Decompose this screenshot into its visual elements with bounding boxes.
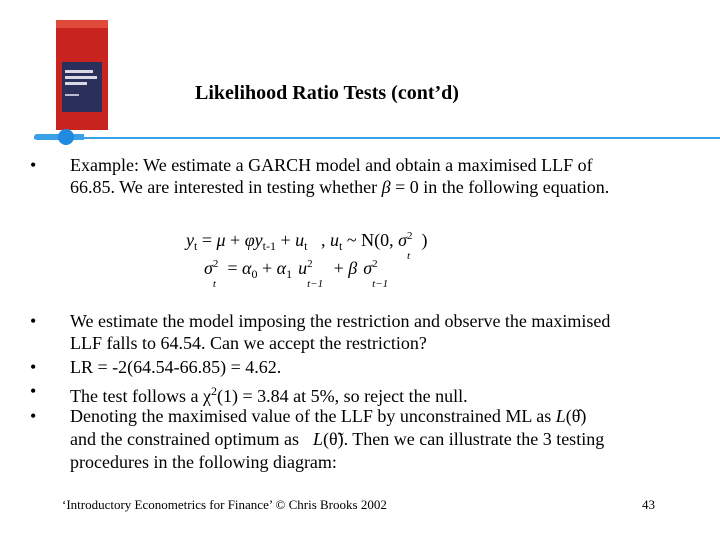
eq-superscript: 2 [212, 258, 219, 270]
bullet-marker: • [30, 357, 37, 377]
eq-subscript: t [339, 239, 343, 253]
eq-op: , [307, 230, 331, 250]
eq-symbol: σ [204, 258, 213, 278]
slide-title: Likelihood Ratio Tests (cont’d) [195, 82, 459, 104]
book-cover-text-line [65, 94, 79, 96]
book-cover-text-line [65, 76, 97, 79]
bullet-ml-line1 [70, 405, 680, 427]
eq-superscript: 2 [406, 230, 413, 242]
equation-variance [204, 258, 394, 290]
eq-symbol: y [186, 230, 194, 250]
eq-symbol: u [298, 258, 308, 278]
theta-tilde-symbol: (θ̃) [322, 429, 344, 449]
l-symbol: L [312, 429, 323, 449]
eq-subscript: t [304, 239, 308, 253]
eq-op: + [257, 258, 277, 278]
bullet-ml-line3: procedures in the following diagram: [70, 452, 337, 472]
eq-subscript: 1 [286, 267, 293, 281]
bullet-example [70, 154, 670, 198]
text-run: = 0 in the following equation. [390, 177, 610, 197]
chi-symbol: χ [202, 386, 211, 406]
eq-symbol: σ [363, 258, 373, 278]
eq-symbol: u [295, 230, 305, 250]
book-cover-image [56, 20, 108, 130]
bullet-marker: • [30, 406, 37, 426]
text-run: and the constrained optimum as [70, 429, 299, 449]
footer-citation: ‘Introductory Econometrics for Finance’ © Chris Brooks 2002 [62, 497, 387, 512]
eq-op: + [225, 230, 245, 250]
bullet-marker: • [30, 311, 37, 331]
bullet-example-line1: Example: We estimate a GARCH model and obtain a maximised LLF of [70, 155, 593, 175]
eq-subscript: t−1 [372, 278, 389, 290]
eq-superscript: 2 [372, 258, 378, 270]
eq-op: + [276, 230, 296, 250]
book-cover-text-line [65, 70, 93, 73]
eq-op: = [197, 230, 217, 250]
bullet-ml-line2 [70, 427, 680, 451]
eq-subscript: t [194, 239, 198, 253]
text-run: . Then we can illustrate the 3 testing [343, 429, 605, 449]
eq-symbol: α [242, 258, 252, 278]
bullet-marker: • [30, 155, 37, 175]
bullet-lr: LR = -2(64.54-66.85) = 4.62. [70, 357, 282, 377]
eq-subscript: t [212, 278, 216, 290]
book-cover-band [56, 20, 108, 28]
eq-subscript: t [406, 250, 411, 262]
text-run: Denoting the maximised value of the LLF by unconstrained ML as [70, 406, 556, 426]
eq-symbol: σ [398, 230, 407, 250]
eq-subscript: t-1 [262, 239, 277, 253]
eq-op: ) [416, 230, 428, 250]
bullet-ml [70, 405, 680, 473]
theta-hat-symbol: (θ̂) [565, 406, 587, 426]
bullet-restriction-line1: We estimate the model imposing the restriction and observe the maximised [70, 311, 611, 331]
eq-symbol: y [254, 230, 263, 250]
bullet-restriction [70, 310, 670, 354]
eq-subscript: 0 [251, 267, 258, 281]
title-divider-dot [58, 129, 74, 145]
eq-symbol: μ [216, 230, 226, 250]
title-divider [34, 137, 720, 139]
eq-symbol: β [348, 258, 358, 278]
eq-op: ~ N(0, [342, 230, 399, 250]
bullet-example-line2 [70, 176, 670, 198]
bullet-chi-square [70, 380, 468, 407]
eq-op: + [329, 258, 349, 278]
text-run: (1) = 3.84 at 5%, so reject the null. [216, 386, 468, 406]
eq-subscript: t−1 [307, 278, 324, 290]
bullet-restriction-line2: LLF falls to 64.54. Can we accept the restriction? [70, 333, 427, 353]
eq-symbol: α [276, 258, 287, 278]
beta-symbol: β [381, 177, 391, 197]
text-run: 66.85. We are interested in testing whether [70, 177, 382, 197]
equation-mean [186, 230, 428, 262]
eq-superscript: 2 [307, 258, 313, 270]
eq-op: = [222, 258, 243, 278]
text-run: The test follows a [70, 386, 203, 406]
page-number: 43 [642, 497, 655, 512]
l-symbol: L [555, 406, 566, 426]
bullet-marker: • [30, 381, 37, 401]
eq-symbol: u [330, 230, 340, 250]
book-cover-text-line [65, 82, 87, 85]
chi-superscript: 2 [210, 384, 217, 398]
eq-symbol: φ [244, 230, 255, 250]
